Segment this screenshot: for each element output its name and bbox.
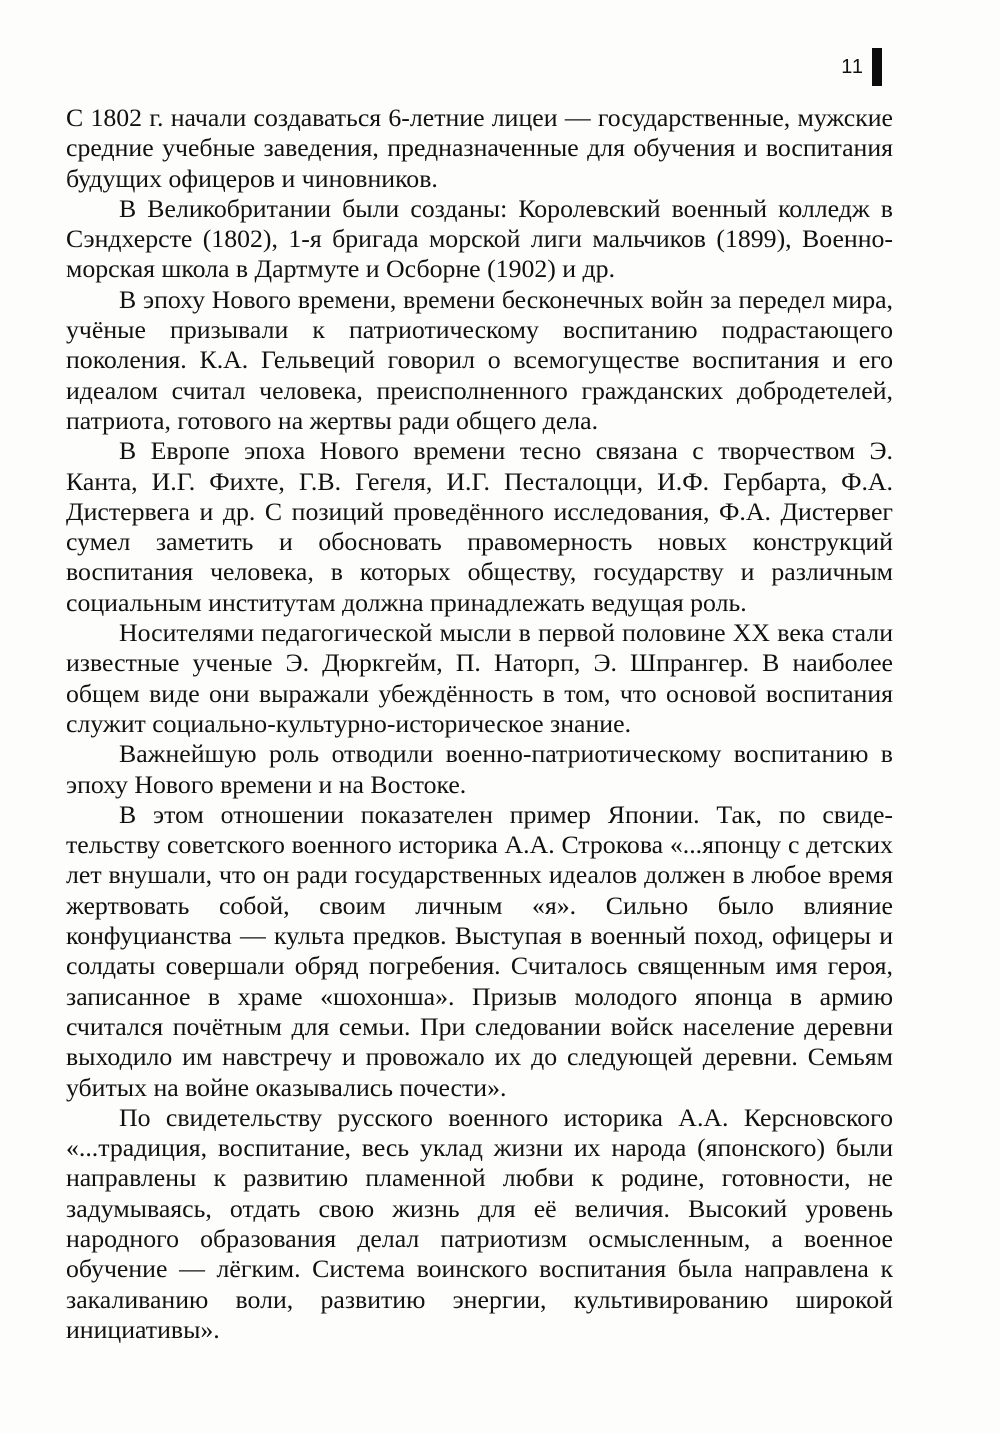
paragraph-japan-strokov: В этом отношении показателен пример Японии. Так, по свидетельству советского военного историка А.А. Строкова «...японцу с детских лет внушали, что он ради государственных идеалов должен в любое время жертвовать собой, своим личным «я». Сильно было влияние конфуцианства — культа предков. Выступая в военный поход, офицеры и солдаты совершали обряд погребения. Считалось священным имя героя, записанное в храме «шохонша». Призыв молодого японца в армию считался почётным для семьи. При следовании войск население деревни выходило им навстречу и провожало их до следующей деревни. Семьям убитых на войне оказывались почести».	[66, 799, 893, 1102]
paragraph-east: Важнейшую роль отводили военно-патриотическому воспитанию в эпоху Нового времени и на Востоке.	[66, 739, 893, 799]
paragraph-lyceums: С 1802 г. начали создаваться 6-летние лицеи — государственные, мужские средние учебные заведения, предназначенные для обучения и воспитания будущих офицеров и чиновников.	[66, 103, 893, 193]
paragraph-twentieth-century: Носителями педагогической мысли в первой половине XX века стали известные ученые Э. Дюркгейм, П. Наторп, Э. Шпрангер. В наиболее общем виде они выражали убеждённость в том, что основой воспитания служит социально-культурно-историческое знание.	[66, 618, 893, 738]
page-text	[66, 103, 893, 1345]
paragraph-modern-era: В эпоху Нового времени, времени бесконечных войн за передел мира, учёные призывали к патриотическому воспитанию подрастающего поколения. К.А. Гельвеций говорил о всемогуществе воспитания и его идеалом считал человека, преисполненного гражданских добродетелей, патриота, готового на жертвы ради общего дела.	[66, 284, 893, 435]
paragraph-kersnovsky: По свидетельству русского военного историка А.А. Керсновского «...традиция, воспитание, весь уклад жизни их народа (японского) были направлены к развитию пламенной любви к родине, готовности, не задумываясь, отдать свою жизнь для её величия. Высокий уровень народного образования делал патриотизм осмысленным, а военное обучение — лёгким. Система воинского воспитания была направлена к закаливанию воли, развитию энергии, культивированию широкой инициативы».	[66, 1102, 893, 1344]
page-edge-marker	[872, 48, 882, 86]
paragraph-europe: В Европе эпоха Нового времени тесно связана с творчеством Э. Канта, И.Г. Фихте, Г.В. Гегеля, И.Г. Песталоцци, И.Ф. Гербарта, Ф.А. Дистервега и др. С позиций проведённого исследования, Ф.А. Дистервег сумел заметить и обосновать правомерность новых конструкций воспитания человека, в которых обществу, государству и различным социальным институтам должна принадлежать ведущая роль.	[66, 436, 893, 617]
paragraph-great-britain: В Великобритании были созданы: Королевский военный колледж в Сэндхерсте (1802), 1-я бригада морской лиги мальчиков (1899), Военно-морская школа в Дартмуте и Осборне (1902) и др.	[66, 193, 893, 284]
page-number: 11	[841, 56, 864, 78]
